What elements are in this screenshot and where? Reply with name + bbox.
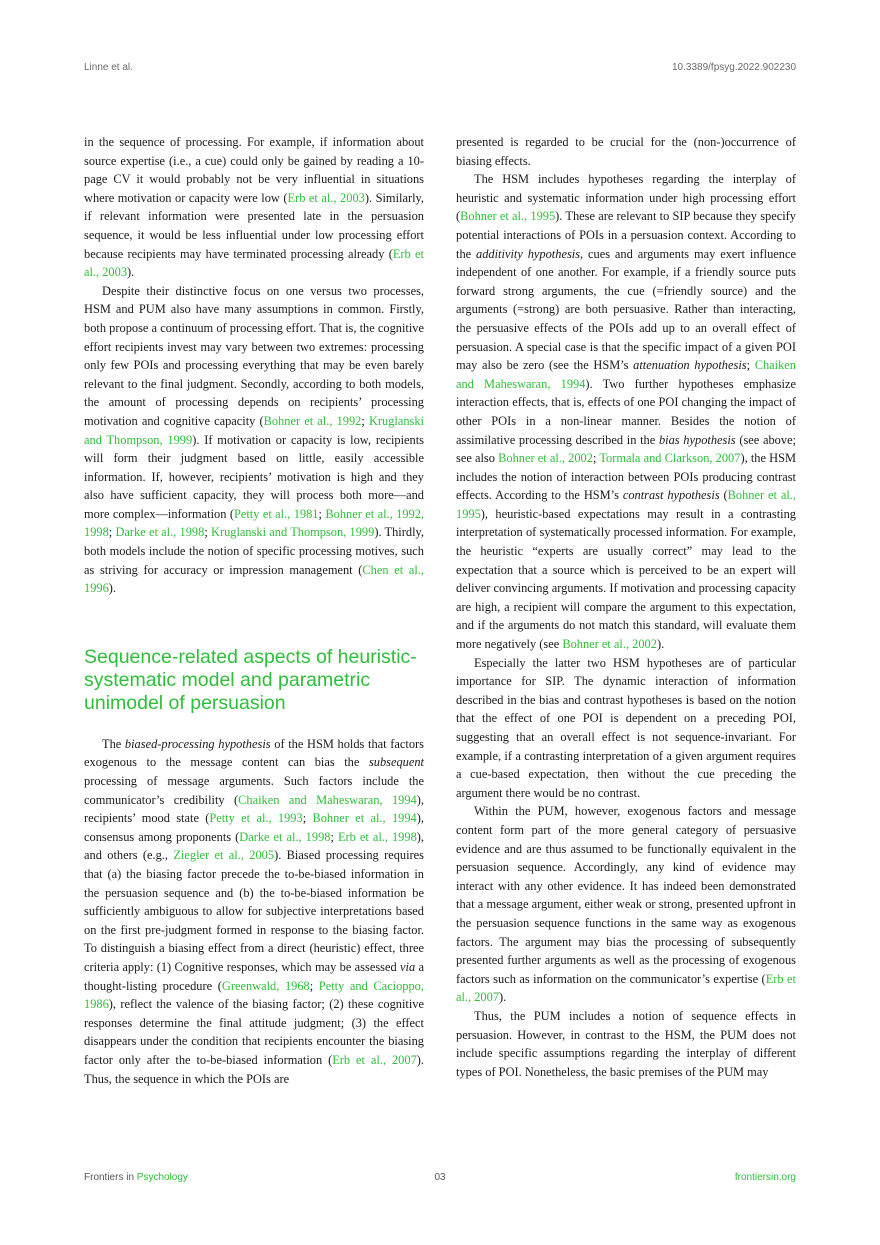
left-column bbox=[84, 133, 424, 1088]
text-run: ; bbox=[204, 525, 211, 540]
text-run: presented is regarded to be crucial for the (non-)occurrence of biasing effects. bbox=[456, 135, 796, 168]
italic-text: additivity hypothesis bbox=[476, 246, 581, 261]
paragraph bbox=[456, 170, 796, 653]
citation-link[interactable]: Chen et al., 1996 bbox=[84, 562, 424, 596]
citation-link[interactable]: Petty et al., 1993 bbox=[209, 811, 303, 826]
text-run: ). bbox=[127, 265, 135, 280]
text-run: ). If motivation or capacity is low, recipients will form their judgment based on little, easily accessible information. If, however, recipients’ motivation is high and they also have sufficient capacity, they will process both more—and more complex—information ( bbox=[84, 432, 424, 521]
text-run: ), recipients’ mood state ( bbox=[84, 792, 424, 826]
text-run: ). Similarly, if relevant information were presented late in the persuasion sequence, it would be less influential under low processing effort because recipients may have terminated processing already ( bbox=[84, 190, 425, 261]
citation-link[interactable]: Erb et al., 1998 bbox=[337, 829, 417, 844]
citation-link[interactable]: Greenwald, 1968 bbox=[221, 978, 310, 993]
footer-journal-name[interactable]: Psychology bbox=[136, 1172, 188, 1183]
citation-link[interactable]: Petty et al., 1981 bbox=[233, 506, 319, 521]
italic-text: subsequent bbox=[368, 755, 424, 770]
text-run: ; bbox=[592, 451, 600, 466]
citation-link[interactable]: Petty and Cacioppo, 1986 bbox=[84, 978, 424, 1012]
text-run: Especially the latter two HSM hypotheses are of particular importance for SIP. The dynamic interaction of information described in the bias and contrast hypotheses is based on the notion that the effect of one POI is dependent on a preceding POI, suggesting that an overall effect is not sequence-invariant. For example, if a contrasting interpretation of a given argument requires a cue-based expectation, then without the cue preceding the argument there would be no contrast. bbox=[456, 655, 796, 800]
text-run: of the HSM holds that factors exogenous to the message content can bias the bbox=[84, 736, 424, 770]
citation-link[interactable]: Chaiken and Maheswaran, 1994 bbox=[238, 792, 417, 807]
citation-link[interactable]: Bohner et al., 1994 bbox=[312, 811, 417, 826]
citation-link[interactable]: Bohner et al., 1992, 1998 bbox=[84, 506, 425, 540]
italic-text: attenuation hypothesis bbox=[633, 358, 747, 373]
citation-link[interactable]: Erb et al., 2003 bbox=[287, 190, 365, 205]
citation-link[interactable]: Erb et al., 2007 bbox=[456, 971, 796, 1005]
text-run: ), reflect the valence of the biasing factor; (2) these cognitive responses determine the final attitude judgment; (3) the effect disappears under the condition that recipients encounter the biasing factor only after the to-be-biased information ( bbox=[84, 997, 424, 1067]
text-run: , cues and arguments may exert influence independent of one another. For example, if a friendly source puts forward strong arguments, the cue (=friendly source) and the arguments (=strong) are both persuasive. Rather than interacting, the persuasive effects of the POIs add up to an overall effect of persuasion. A special case is that the specific impact of a given POI may also be zero (see the HSM’s bbox=[456, 246, 796, 373]
text-run: ; bbox=[108, 525, 116, 540]
paragraph bbox=[456, 1007, 796, 1081]
citation-link[interactable]: Bohner et al., 1992 bbox=[263, 413, 362, 428]
italic-text: biased-processing hypothesis bbox=[124, 736, 271, 751]
running-header bbox=[84, 62, 796, 73]
text-run: ), and others (e.g., bbox=[84, 829, 425, 863]
paragraph bbox=[456, 133, 796, 170]
text-run: ; bbox=[302, 811, 313, 826]
citation-link[interactable]: Bohner et al., 2002 bbox=[498, 451, 593, 466]
citation-link[interactable]: Bohner et al., 1995 bbox=[460, 209, 556, 224]
text-run: ; bbox=[746, 358, 755, 373]
text-run: ; bbox=[330, 829, 338, 844]
text-run: (see above; see also bbox=[456, 432, 797, 466]
text-run: The HSM includes hypotheses regarding the interplay of heuristic and systematic information under high processing effort ( bbox=[456, 172, 796, 224]
paragraph bbox=[456, 802, 796, 1007]
text-run: ; bbox=[361, 413, 369, 428]
citation-link[interactable]: Kruglanski and Thompson, 1999 bbox=[211, 525, 375, 540]
page-footer bbox=[84, 1172, 796, 1186]
text-run: ). Two further hypotheses emphasize interaction effects, that is, effects of one POI changing the impact of other POIs in a non-linear manner. Besides the notion of assimilative processing described in the bbox=[456, 376, 796, 447]
citation-link[interactable]: Erb et al., 2007 bbox=[332, 1052, 417, 1067]
text-run: ; bbox=[318, 506, 326, 521]
text-run: Thus, the PUM includes a notion of sequence effects in persuasion. However, in contrast to the HSM, the PUM does not include specific assumptions regarding the interplay of different types of POI. Nonetheless, the basic premises of the PUM may bbox=[456, 1008, 796, 1079]
citation-link[interactable]: Ziegler et al., 2005 bbox=[173, 848, 275, 863]
citation-link[interactable]: Erb et al., 2003 bbox=[84, 246, 424, 280]
italic-text: contrast hypothesis bbox=[622, 488, 720, 503]
text-run: ). Thus, the sequence in which the POIs are bbox=[84, 1052, 425, 1086]
text-run: processing of message arguments. Such factors include the communicator’s credibility ( bbox=[84, 774, 424, 807]
text-run: ). These are relevant to SIP because they specify potential interactions of POIs in a persuasion context. According to the bbox=[456, 209, 796, 261]
footer-journal-prefix: Frontiers in bbox=[84, 1172, 135, 1183]
page-number: 03 bbox=[434, 1172, 446, 1183]
paragraph bbox=[84, 735, 424, 1088]
text-run: ). Biased processing requires that (a) the biasing factor precede the to-be-biased information in the persuasion sequence and (b) the to-be-biased information be sufficiently ambiguous to allow for subjective interpretations based on the first pre-judgment formed in response to the biasing factor. To distinguish a biasing effect from a direct (heuristic) effect, three criteria apply: (1) Cognitive responses, which may be assessed bbox=[84, 848, 424, 974]
section-heading: Sequence-related aspects of heuristic-systematic model and parametric unimodel of persuasion bbox=[84, 645, 417, 714]
text-run: ), the HSM includes the notion of interaction between POIs producing contrast effects. According to the HSM’s bbox=[456, 451, 796, 503]
paragraph bbox=[456, 654, 796, 803]
citation-link[interactable]: Tormala and Clarkson, 2007 bbox=[599, 451, 741, 466]
text-run: ; bbox=[309, 978, 319, 993]
text-run: ). Thirdly, both models include the notion of specific processing motives, such as striving for accuracy or impression management ( bbox=[84, 525, 425, 577]
paragraph bbox=[84, 133, 424, 282]
footer-website-link[interactable]: frontiersin.org bbox=[734, 1172, 796, 1183]
text-run: ). bbox=[656, 637, 665, 652]
header-authors: Linne et al. bbox=[84, 62, 133, 73]
citation-link[interactable]: Bohner et al., 2002 bbox=[562, 637, 657, 652]
text-run: The bbox=[102, 736, 125, 751]
right-column bbox=[456, 133, 796, 1081]
italic-text: bias hypothesis bbox=[658, 432, 736, 447]
text-run: Within the PUM, however, exogenous factors and message content form part of the more general category of persuasive evidence and are thus assumed to be functionally equivalent in the persuasion sequence. Accordingly, any kind of evidence may interact with any other evidence. It has indeed been demonstrated that a message argument, either weak or strong, presented upfront in the persuasion sequence functions in the same way as exogenous factors. The argument may bias the processing of subsequently presented further arguments as well as the processing of exogenous factors such as information on the communicator’s expertise ( bbox=[456, 804, 796, 986]
text-run: ). bbox=[499, 990, 507, 1005]
text-run: ). bbox=[108, 581, 117, 596]
text-run: a thought-listing procedure ( bbox=[84, 959, 424, 993]
citation-link[interactable]: Darke et al., 1998 bbox=[115, 525, 205, 540]
header-doi[interactable]: 10.3389/fpsyg.2022.902230 bbox=[672, 62, 796, 73]
citation-link[interactable]: Darke et al., 1998 bbox=[239, 829, 331, 844]
citation-link[interactable]: Chaiken and Maheswaran, 1994 bbox=[456, 358, 796, 391]
citation-link[interactable]: Bohner et al., 1995 bbox=[456, 488, 796, 521]
text-run: in the sequence of processing. For example, if information about source expertise (i.e., a cue) could only be gained by reading a 10-page CV it would probably not be very influential in situations where motivation or capacity were low ( bbox=[84, 135, 424, 205]
text-run: ( bbox=[719, 488, 728, 503]
text-run: ), consensus among proponents ( bbox=[84, 811, 424, 844]
citation-link[interactable]: Kruglanski and Thompson, 1999 bbox=[84, 413, 424, 447]
italic-text: via bbox=[400, 959, 416, 974]
paragraph bbox=[84, 282, 424, 598]
text-run: ), heuristic-based expectations may result in a contrasting interpretation of systematically processed information. For example, the heuristic “experts are usually correct” may lead to the expectation that a source which is perceived to be an expert will deliver convincing arguments. If motivation and processing capacity are high, a recipient will compare the argument to this expectation, and if the arguments do not match this standard, will evaluate them more negatively (see bbox=[456, 506, 796, 652]
text-run: Despite their distinctive focus on one versus two processes, HSM and PUM also have many assumptions in common. Firstly, both propose a continuum of processing effort. That is, the cognitive effort recipients invest may vary between two extremes: processing only few POIs and processing everything that may be even barely relevant to the final judgment. Secondly, according to both models, the amount of processing depends on recipients’ processing motivation and cognitive capacity ( bbox=[84, 283, 424, 428]
